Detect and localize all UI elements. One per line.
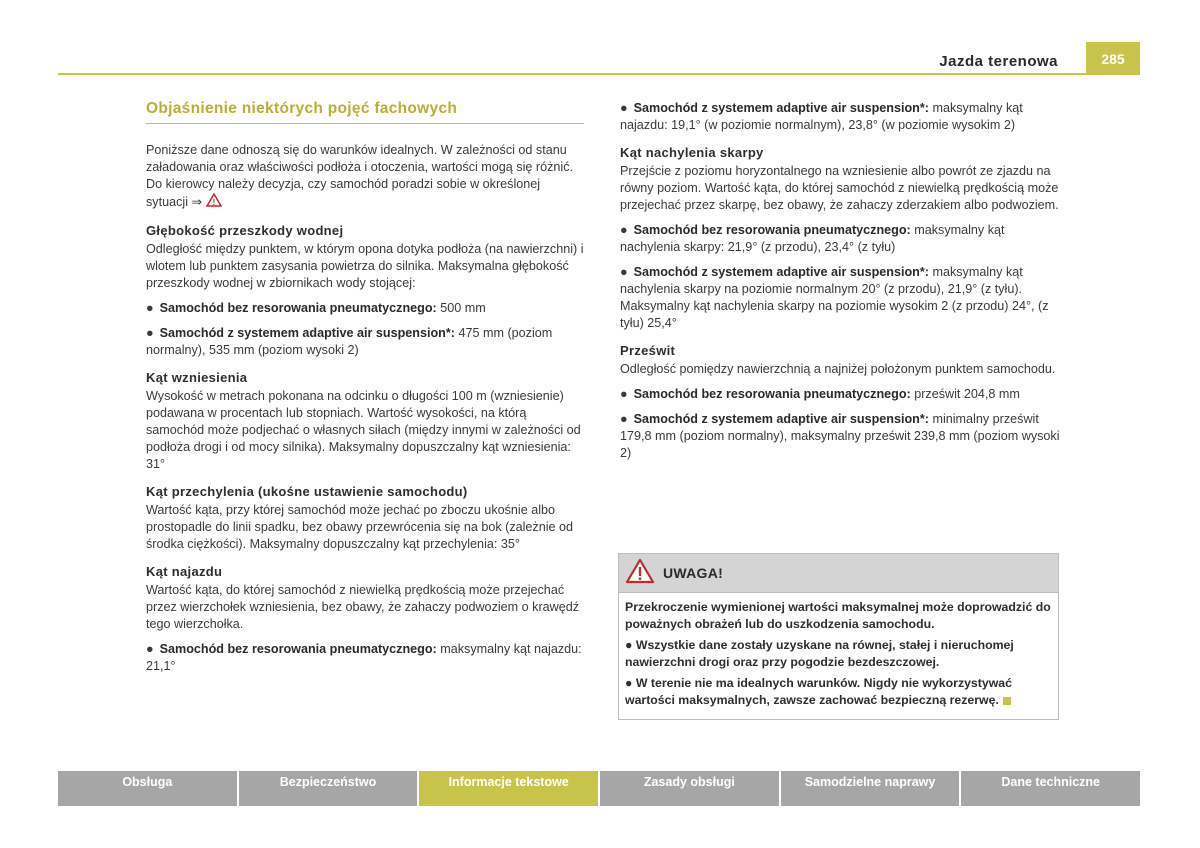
list-item: ● Samochód bez resorowania pneumatycznego: maksymalny kąt najazdu: 21,1° bbox=[146, 642, 582, 673]
climb-angle-text: Wysokość w metrach pokonana na odcinku o długości 100 m (wzniesienie) podawana w procentach lub stopniach. Wartość wysokości, na którą samochód może podjechać o własnych siłach (między innymi w zależności od podłoża drogi i od mocy silnika). Maksymalny dopuszczalny kąt wzniesienia: 31° bbox=[146, 389, 581, 471]
warning-body bbox=[619, 593, 1058, 719]
subheading-clearance: Prześwit bbox=[620, 343, 676, 358]
subheading-tilt-angle: Kąt przechylenia (ukośne ustawienie samochodu) bbox=[146, 484, 468, 499]
footer-nav bbox=[58, 771, 1140, 806]
warning-triangle-icon bbox=[625, 558, 655, 589]
subheading-slope-angle: Kąt nachylenia skarpy bbox=[620, 145, 764, 160]
water-depth-text: Odległość między punktem, w którym opona dotyka podłoża (na nawierzchni) i wlotem lub punktem zasysania powietrza do silnika. Maksymalna głębokość przeszkody wodnej w zbiornikach wody stojącej: bbox=[146, 242, 584, 290]
bullet-icon: ● bbox=[620, 412, 628, 426]
list-item: ● Samochód z systemem adaptive air suspension*: maksymalny kąt nachylenia skarpy na poziomie normalnym 20° (z przodu), 21,9° (z tyłu). Maksymalny kąt nachylenia skarpy na poziomie wysokim 2 (z przodu) 24°, (z tyłu) 25,4° bbox=[620, 265, 1049, 330]
subheading-climb-angle: Kąt wzniesienia bbox=[146, 370, 248, 385]
page-number: 285 bbox=[1086, 42, 1140, 75]
list-item: ● Samochód bez resorowania pneumatycznego: 500 mm bbox=[146, 301, 486, 315]
bullet-icon: ● bbox=[620, 223, 628, 237]
list-item: ● Samochód bez resorowania pneumatycznego: maksymalny kąt nachylenia skarpy: 21,9° (z przodu), 23,4° (z tyłu) bbox=[620, 223, 1005, 254]
intro-paragraph: Poniższe dane odnoszą się do warunków idealnych. W zależności od stanu załadowania oraz właściwości podłoża i otoczenia, wartości mogą się różnić. Do kierowcy należy decyzja, czy samochód poradzi sobie w określonej sytuacji ⇒ ! bbox=[146, 142, 584, 212]
left-column bbox=[146, 100, 584, 683]
tab-samodzielne-naprawy[interactable]: Samodzielne naprawy bbox=[781, 771, 962, 806]
list-item: ● Wszystkie dane zostały uzyskane na równej, stałej i nieruchomej nawierzchni drogi oraz przy pogodzie bezdeszczowej. bbox=[625, 638, 1014, 669]
end-square-icon bbox=[1003, 697, 1011, 705]
bullet-icon: ● bbox=[625, 676, 636, 690]
slope-angle-text: Przejście z poziomu horyzontalnego na wzniesienie albo powrót ze zjazdu na równy poziom. Wartość kąta, do której samochód z niewielką prędkością może przejechać przez skarpę, bez obawy, że zahaczy zderzakiem albo podwoziem. bbox=[620, 164, 1059, 212]
list-item: ● Samochód bez resorowania pneumatycznego: prześwit 204,8 mm bbox=[620, 387, 1020, 401]
bullet-icon: ● bbox=[146, 301, 154, 315]
tab-obsluga[interactable]: Obsługa bbox=[58, 771, 239, 806]
list-item: ● W terenie nie ma idealnych warunków. Nigdy nie wykorzystywać wartości maksymalnych, zawsze zachować bezpieczną rezerwę. bbox=[625, 676, 1012, 707]
list-item: ● Samochód z systemem adaptive air suspension*: minimalny prześwit 179,8 mm (poziom normalny), maksymalny prześwit 239,8 mm (poziom wysoki 2) bbox=[620, 412, 1060, 460]
list-item: ● Samochód z systemem adaptive air suspension*: maksymalny kąt najazdu: 19,1° (w poziomie normalnym), 23,8° (w poziomie wysokim 2) bbox=[620, 101, 1023, 132]
tab-zasady-obslugi[interactable]: Zasady obsługi bbox=[600, 771, 781, 806]
bullet-icon: ● bbox=[620, 265, 628, 279]
tab-bezpieczenstwo[interactable]: Bezpieczeństwo bbox=[239, 771, 420, 806]
tab-dane-techniczne[interactable]: Dane techniczne bbox=[961, 771, 1140, 806]
tab-informacje-tekstowe[interactable]: Informacje tekstowe bbox=[419, 771, 600, 806]
warning-title: UWAGA! bbox=[663, 565, 724, 581]
section-heading: Objaśnienie niektórych pojęć fachowych bbox=[146, 100, 584, 124]
warning-paragraph: Przekroczenie wymienionej wartości maksymalnej może doprowadzić do poważnych obrażeń lub do uszkodzenia samochodu. bbox=[625, 600, 1051, 631]
clearance-text: Odległość pomiędzy nawierzchnią a najniżej położonym punktem samochodu. bbox=[620, 362, 1056, 376]
tilt-angle-text: Wartość kąta, przy której samochód może jechać po zboczu ukośnie albo prostopadle do linii spadku, bez obawy przewrócenia się na bok (zależnie od środka ciężkości). Maksymalny dopuszczalny kąt przechylenia: 35° bbox=[146, 503, 574, 551]
subheading-approach-angle: Kąt najazdu bbox=[146, 564, 223, 579]
subheading-water-depth: Głębokość przeszkody wodnej bbox=[146, 223, 344, 238]
warning-header bbox=[619, 554, 1058, 593]
warning-box bbox=[618, 553, 1059, 720]
list-item: ● Samochód z systemem adaptive air suspension*: 475 mm (poziom normalny), 535 mm (poziom wysoki 2) bbox=[146, 326, 553, 357]
bullet-icon: ● bbox=[146, 326, 154, 340]
svg-text:!: ! bbox=[212, 198, 215, 207]
bullet-icon: ● bbox=[620, 387, 628, 401]
chapter-title: Jazda terenowa bbox=[939, 53, 1058, 70]
bullet-icon: ● bbox=[625, 638, 636, 652]
bullet-icon: ● bbox=[620, 101, 628, 115]
approach-angle-text: Wartość kąta, do której samochód z niewielką prędkością może przejechać przez wierzchołek wzniesienia, bez obawy, że zahaczy podwoziem o krawędź tego wierzchołka. bbox=[146, 583, 580, 631]
warning-triangle-icon[interactable] bbox=[206, 193, 222, 212]
right-column bbox=[620, 100, 1060, 470]
header-rule bbox=[58, 73, 1140, 75]
bullet-icon: ● bbox=[146, 642, 154, 656]
